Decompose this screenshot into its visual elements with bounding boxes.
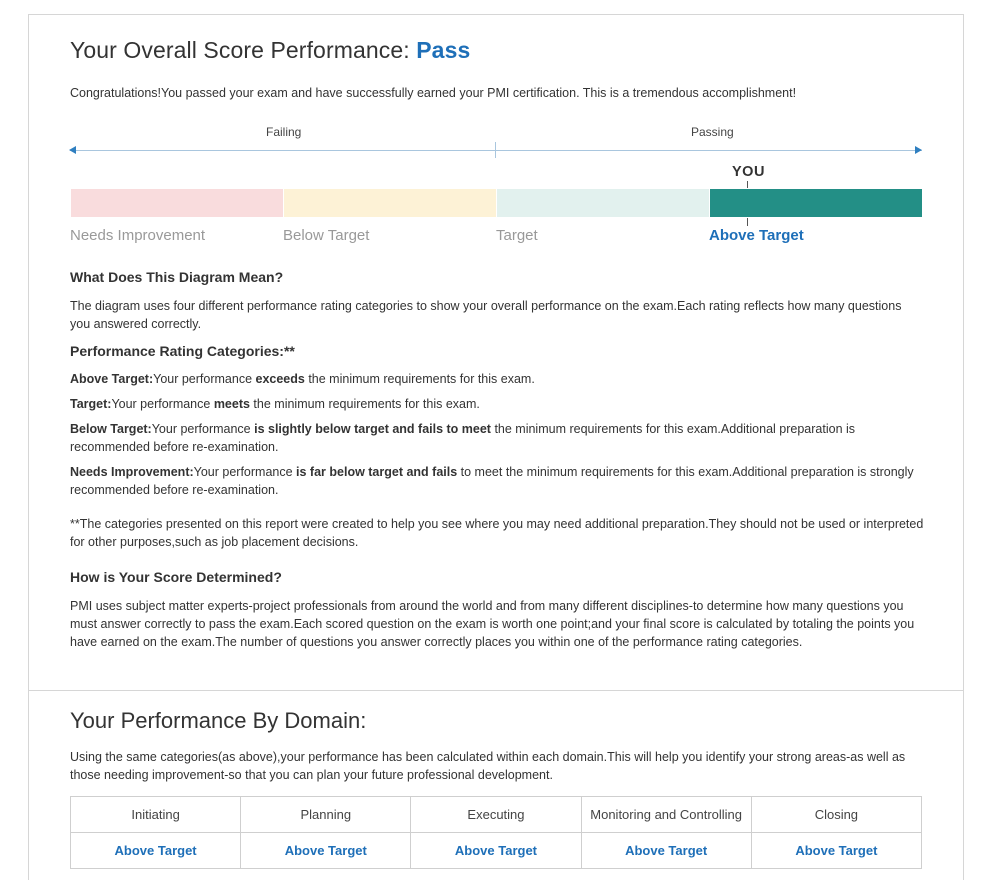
rating-target (70, 395, 925, 413)
rating-label: Above Target: (70, 372, 154, 386)
rating-text: Your performance (153, 372, 256, 386)
category-needs-improvement: Needs Improvement (70, 227, 206, 244)
rating-text: the minimum requirements for this exam. (249, 397, 480, 411)
domain-header-row (71, 797, 922, 833)
bar-target (497, 189, 709, 217)
domain-result-row (71, 833, 922, 869)
rating-text: the minimum requirements for this exam.Additional preparation is recommended before re-examination. (70, 422, 856, 454)
rating-label: Target: (70, 397, 112, 411)
overall-title-text: Your Overall Score Performance: (70, 37, 417, 63)
rating-label: Below Target: (70, 422, 152, 436)
rating-emphasis: exceeds (255, 372, 305, 386)
score-determined-text: PMI uses subject matter experts-project professionals from around the world and from many different disciplines-to determine how many questions you must answer correctly to pass the exam.Each scored question on the exam is worth one point;and your final score is calculated by totaling the points you have earned on the exam.The number of questions you answer correctly places you within one of the performance rating categories. (70, 599, 915, 649)
you-marker: YOU (732, 164, 765, 180)
rating-text: the minimum requirements for this exam. (304, 372, 535, 386)
score-determined-heading: How is Your Score Determined? (70, 569, 282, 585)
category-above-target: Above Target (709, 227, 804, 244)
rating-emphasis: is slightly below target and fails to meet (254, 422, 491, 436)
domain-text: Using the same categories(as above),your performance has been calculated within each domain.This will help you identify your strong areas-as well as those needing improvement-so that you can plan your future professional development. (70, 750, 906, 782)
you-tick-bottom (747, 218, 748, 226)
diagram-meaning-heading: What Does This Diagram Mean? (70, 269, 284, 285)
rating-text: Your performance (151, 422, 255, 436)
rating-above-target (70, 370, 925, 388)
overall-section (29, 15, 963, 691)
domain-result-closing: Above Target (751, 833, 921, 869)
domain-heading: Your Performance By Domain: (70, 708, 367, 733)
category-below-target: Below Target (283, 227, 370, 244)
rating-text: to meet the minimum requirements for this exam.Additional preparation is strongly recommended before re-examination. (70, 465, 914, 497)
domain-col-closing: Closing (751, 797, 921, 833)
category-target: Target (496, 227, 538, 244)
bar-needs-improvement (71, 189, 283, 217)
rating-label: Needs Improvement: (70, 465, 194, 479)
result-badge: Pass (416, 37, 471, 63)
arrow-left-icon (69, 146, 76, 154)
domain-col-initiating: Initiating (71, 797, 241, 833)
you-tick-top (747, 181, 748, 188)
rating-categories-heading: Performance Rating Categories:** (70, 343, 295, 359)
rating-needs-improvement (70, 463, 925, 499)
score-report (28, 14, 964, 880)
overall-title (70, 37, 470, 64)
domain-result-planning: Above Target (241, 833, 411, 869)
pass-threshold-tick (495, 142, 496, 158)
domain-result-executing: Above Target (411, 833, 581, 869)
rating-text: Your performance (111, 397, 214, 411)
rating-emphasis: meets (213, 397, 250, 411)
domain-col-planning: Planning (241, 797, 411, 833)
bar-above-target (710, 189, 922, 217)
arrow-right-icon (915, 146, 922, 154)
domain-result-monitoring: Above Target (581, 833, 751, 869)
domain-result-initiating: Above Target (71, 833, 241, 869)
passing-label: Passing (691, 125, 734, 139)
rating-below-target (70, 420, 925, 456)
rating-emphasis: is far below target and fails (296, 465, 458, 479)
congrats-text: Congratulations!You passed your exam and have successfully earned your PMI certification. This is a tremendous accomplishment! (70, 86, 797, 100)
domain-col-executing: Executing (411, 797, 581, 833)
scale-axis (70, 150, 922, 151)
domain-table (70, 796, 922, 869)
diagram-meaning-text: The diagram uses four different performance rating categories to show your overall performance on the exam.Each rating reflects how many questions you answered correctly. (70, 299, 902, 331)
rating-text: Your performance (193, 465, 297, 479)
domain-col-monitoring: Monitoring and Controlling (581, 797, 751, 833)
categories-footnote: **The categories presented on this report were created to help you see where you may need additional preparation.They should not be used or interpreted for other purposes,such as job placement decisions. (70, 517, 924, 549)
failing-label: Failing (266, 125, 302, 139)
bar-below-target (284, 189, 496, 217)
